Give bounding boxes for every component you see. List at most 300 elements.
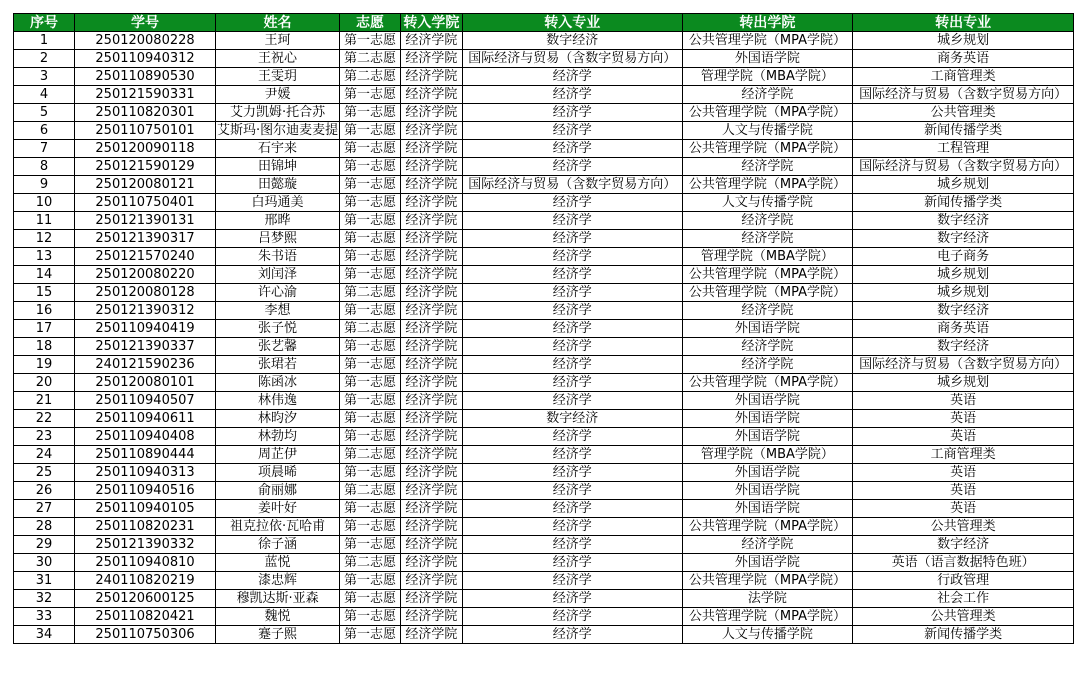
table-row: [14, 536, 1074, 554]
table-row: [14, 122, 1074, 140]
cell-from-major: 数字经济: [853, 302, 1074, 320]
cell-to-major: 经济学: [462, 572, 682, 590]
cell-student-id: 250110820421: [75, 608, 216, 626]
cell-index: 11: [14, 212, 75, 230]
cell-index: 4: [14, 86, 75, 104]
table-row: [14, 410, 1074, 428]
cell-to-school: 经济学院: [400, 338, 462, 356]
cell-from-major: 数字经济: [853, 230, 1074, 248]
cell-to-school: 经济学院: [400, 122, 462, 140]
cell-student-id: 250110940313: [75, 464, 216, 482]
cell-from-major: 英语: [853, 410, 1074, 428]
cell-index: 31: [14, 572, 75, 590]
cell-from-major: 电子商务: [853, 248, 1074, 266]
cell-student-id: 250120080128: [75, 284, 216, 302]
cell-preference: 第二志愿: [340, 446, 401, 464]
cell-from-major: 公共管理类: [853, 608, 1074, 626]
cell-index: 30: [14, 554, 75, 572]
cell-student-id: 250121390317: [75, 230, 216, 248]
cell-from-major: 公共管理类: [853, 104, 1074, 122]
cell-preference: 第一志愿: [340, 626, 401, 644]
cell-to-major: 经济学: [462, 284, 682, 302]
cell-to-major: 经济学: [462, 122, 682, 140]
cell-to-major: 经济学: [462, 482, 682, 500]
cell-index: 6: [14, 122, 75, 140]
table-row: [14, 86, 1074, 104]
table-row: [14, 104, 1074, 122]
cell-student-id: 250110820231: [75, 518, 216, 536]
cell-index: 21: [14, 392, 75, 410]
cell-name: 刘闰泽: [215, 266, 339, 284]
cell-preference: 第二志愿: [340, 68, 401, 86]
cell-name: 祖克拉依·瓦哈甫: [215, 518, 339, 536]
cell-index: 3: [14, 68, 75, 86]
table-row: [14, 572, 1074, 590]
cell-from-school: 公共管理学院（MPA学院）: [682, 608, 853, 626]
table-row: [14, 446, 1074, 464]
cell-from-major: 城乡规划: [853, 266, 1074, 284]
cell-from-school: 经济学院: [682, 230, 853, 248]
cell-name: 王雯玥: [215, 68, 339, 86]
cell-index: 15: [14, 284, 75, 302]
cell-preference: 第一志愿: [340, 518, 401, 536]
cell-from-major: 新闻传播学类: [853, 626, 1074, 644]
cell-to-major: 经济学: [462, 374, 682, 392]
cell-preference: 第一志愿: [340, 230, 401, 248]
table-row: [14, 194, 1074, 212]
cell-from-school: 外国语学院: [682, 464, 853, 482]
cell-to-school: 经济学院: [400, 212, 462, 230]
cell-student-id: 240121590236: [75, 356, 216, 374]
table-row: [14, 356, 1074, 374]
cell-from-school: 经济学院: [682, 86, 853, 104]
cell-index: 29: [14, 536, 75, 554]
cell-name: 张艺馨: [215, 338, 339, 356]
cell-to-major: 经济学: [462, 212, 682, 230]
cell-index: 32: [14, 590, 75, 608]
table-body: [14, 32, 1074, 644]
cell-to-school: 经济学院: [400, 572, 462, 590]
cell-from-major: 英语: [853, 464, 1074, 482]
cell-student-id: 250121390131: [75, 212, 216, 230]
cell-index: 7: [14, 140, 75, 158]
cell-index: 26: [14, 482, 75, 500]
cell-to-major: 经济学: [462, 554, 682, 572]
cell-to-major: 经济学: [462, 104, 682, 122]
table-row: [14, 158, 1074, 176]
col-header-from-school: 转出学院: [682, 14, 853, 32]
cell-name: 白玛通美: [215, 194, 339, 212]
cell-to-major: 经济学: [462, 518, 682, 536]
table-row: [14, 266, 1074, 284]
cell-name: 邢晔: [215, 212, 339, 230]
cell-preference: 第二志愿: [340, 320, 401, 338]
cell-to-school: 经济学院: [400, 374, 462, 392]
cell-student-id: 250110940419: [75, 320, 216, 338]
cell-preference: 第一志愿: [340, 572, 401, 590]
cell-index: 10: [14, 194, 75, 212]
cell-to-school: 经济学院: [400, 140, 462, 158]
cell-to-school: 经济学院: [400, 464, 462, 482]
cell-index: 14: [14, 266, 75, 284]
cell-from-major: 社会工作: [853, 590, 1074, 608]
cell-student-id: 250120090118: [75, 140, 216, 158]
table-row: [14, 464, 1074, 482]
cell-to-major: 经济学: [462, 500, 682, 518]
cell-from-major: 数字经济: [853, 338, 1074, 356]
cell-student-id: 250110750306: [75, 626, 216, 644]
cell-from-major: 国际经济与贸易（含数字贸易方向）: [853, 356, 1074, 374]
cell-index: 23: [14, 428, 75, 446]
table-row: [14, 518, 1074, 536]
cell-to-school: 经济学院: [400, 482, 462, 500]
cell-to-school: 经济学院: [400, 158, 462, 176]
table-row: [14, 320, 1074, 338]
cell-preference: 第一志愿: [340, 266, 401, 284]
cell-name: 张珺若: [215, 356, 339, 374]
table-row: [14, 230, 1074, 248]
cell-preference: 第一志愿: [340, 410, 401, 428]
table-row: [14, 50, 1074, 68]
cell-to-major: 数字经济: [462, 32, 682, 50]
cell-name: 漆忠辉: [215, 572, 339, 590]
cell-from-school: 外国语学院: [682, 554, 853, 572]
cell-preference: 第一志愿: [340, 104, 401, 122]
cell-to-major: 经济学: [462, 68, 682, 86]
cell-from-major: 国际经济与贸易（含数字贸易方向）: [853, 158, 1074, 176]
cell-to-major: 经济学: [462, 356, 682, 374]
cell-name: 项晨晞: [215, 464, 339, 482]
cell-to-school: 经济学院: [400, 176, 462, 194]
cell-preference: 第一志愿: [340, 140, 401, 158]
cell-from-school: 公共管理学院（MPA学院）: [682, 374, 853, 392]
cell-preference: 第一志愿: [340, 464, 401, 482]
cell-from-school: 经济学院: [682, 356, 853, 374]
cell-from-school: 外国语学院: [682, 428, 853, 446]
table-row: [14, 392, 1074, 410]
cell-from-major: 新闻传播学类: [853, 122, 1074, 140]
cell-preference: 第一志愿: [340, 212, 401, 230]
cell-to-school: 经济学院: [400, 446, 462, 464]
cell-to-school: 经济学院: [400, 104, 462, 122]
cell-name: 吕梦熙: [215, 230, 339, 248]
cell-preference: 第一志愿: [340, 608, 401, 626]
cell-from-school: 公共管理学院（MPA学院）: [682, 266, 853, 284]
cell-name: 王祝心: [215, 50, 339, 68]
cell-student-id: 250110940507: [75, 392, 216, 410]
cell-from-school: 经济学院: [682, 302, 853, 320]
cell-from-major: 城乡规划: [853, 374, 1074, 392]
cell-name: 陈函冰: [215, 374, 339, 392]
cell-name: 林伟逸: [215, 392, 339, 410]
cell-to-major: 经济学: [462, 86, 682, 104]
cell-to-major: 经济学: [462, 464, 682, 482]
cell-name: 林昀汐: [215, 410, 339, 428]
table-row: [14, 32, 1074, 50]
cell-name: 周芷伊: [215, 446, 339, 464]
table-row: [14, 212, 1074, 230]
cell-from-school: 法学院: [682, 590, 853, 608]
cell-to-school: 经济学院: [400, 68, 462, 86]
cell-preference: 第一志愿: [340, 86, 401, 104]
table-row: [14, 500, 1074, 518]
cell-from-major: 商务英语: [853, 50, 1074, 68]
cell-to-major: 国际经济与贸易（含数字贸易方向）: [462, 50, 682, 68]
cell-preference: 第一志愿: [340, 590, 401, 608]
cell-from-school: 经济学院: [682, 158, 853, 176]
cell-from-major: 城乡规划: [853, 176, 1074, 194]
cell-from-major: 工商管理类: [853, 68, 1074, 86]
cell-to-school: 经济学院: [400, 608, 462, 626]
cell-from-major: 数字经济: [853, 212, 1074, 230]
cell-to-major: 经济学: [462, 194, 682, 212]
table-row: [14, 626, 1074, 644]
cell-to-school: 经济学院: [400, 266, 462, 284]
cell-index: 19: [14, 356, 75, 374]
cell-name: 石宇来: [215, 140, 339, 158]
cell-to-major: 经济学: [462, 320, 682, 338]
cell-name: 尹媛: [215, 86, 339, 104]
cell-from-major: 英语: [853, 428, 1074, 446]
cell-from-school: 公共管理学院（MPA学院）: [682, 32, 853, 50]
cell-student-id: 250110890444: [75, 446, 216, 464]
cell-from-school: 人文与传播学院: [682, 122, 853, 140]
cell-student-id: 250110940408: [75, 428, 216, 446]
cell-student-id: 250110820301: [75, 104, 216, 122]
col-header-name: 姓名: [215, 14, 339, 32]
cell-name: 蓝悦: [215, 554, 339, 572]
cell-preference: 第二志愿: [340, 284, 401, 302]
cell-from-school: 外国语学院: [682, 500, 853, 518]
table-row: [14, 176, 1074, 194]
cell-index: 18: [14, 338, 75, 356]
cell-from-major: 商务英语: [853, 320, 1074, 338]
cell-preference: 第一志愿: [340, 302, 401, 320]
table-row: [14, 374, 1074, 392]
cell-from-major: 城乡规划: [853, 32, 1074, 50]
cell-to-school: 经济学院: [400, 392, 462, 410]
cell-from-school: 经济学院: [682, 536, 853, 554]
cell-from-school: 经济学院: [682, 338, 853, 356]
table-row: [14, 284, 1074, 302]
cell-index: 24: [14, 446, 75, 464]
cell-from-school: 公共管理学院（MPA学院）: [682, 572, 853, 590]
cell-from-school: 管理学院（MBA学院）: [682, 248, 853, 266]
cell-preference: 第一志愿: [340, 392, 401, 410]
cell-from-school: 外国语学院: [682, 410, 853, 428]
cell-preference: 第一志愿: [340, 122, 401, 140]
cell-name: 魏悦: [215, 608, 339, 626]
cell-from-major: 公共管理类: [853, 518, 1074, 536]
cell-to-major: 经济学: [462, 338, 682, 356]
cell-to-school: 经济学院: [400, 284, 462, 302]
cell-name: 姜叶好: [215, 500, 339, 518]
cell-from-school: 公共管理学院（MPA学院）: [682, 104, 853, 122]
cell-to-major: 经济学: [462, 428, 682, 446]
table-row: [14, 140, 1074, 158]
col-header-from-major: 转出专业: [853, 14, 1074, 32]
cell-name: 张子悦: [215, 320, 339, 338]
cell-preference: 第一志愿: [340, 194, 401, 212]
cell-to-major: 经济学: [462, 626, 682, 644]
cell-index: 12: [14, 230, 75, 248]
cell-to-school: 经济学院: [400, 32, 462, 50]
cell-student-id: 250121390337: [75, 338, 216, 356]
cell-to-major: 经济学: [462, 446, 682, 464]
cell-to-school: 经济学院: [400, 536, 462, 554]
cell-to-school: 经济学院: [400, 320, 462, 338]
cell-from-major: 工程管理: [853, 140, 1074, 158]
cell-student-id: 250110940312: [75, 50, 216, 68]
cell-index: 9: [14, 176, 75, 194]
cell-student-id: 250121590331: [75, 86, 216, 104]
cell-preference: 第一志愿: [340, 248, 401, 266]
cell-name: 田懿璇: [215, 176, 339, 194]
header-row: [14, 14, 1074, 32]
col-header-to-school: 转入学院: [400, 14, 462, 32]
cell-from-major: 英语: [853, 482, 1074, 500]
cell-to-major: 经济学: [462, 608, 682, 626]
cell-index: 20: [14, 374, 75, 392]
cell-student-id: 250110940810: [75, 554, 216, 572]
cell-to-major: 经济学: [462, 140, 682, 158]
cell-student-id: 250110940105: [75, 500, 216, 518]
cell-from-school: 人文与传播学院: [682, 626, 853, 644]
table-row: [14, 428, 1074, 446]
cell-to-school: 经济学院: [400, 194, 462, 212]
table-row: [14, 554, 1074, 572]
cell-index: 17: [14, 320, 75, 338]
cell-preference: 第一志愿: [340, 158, 401, 176]
cell-from-school: 外国语学院: [682, 482, 853, 500]
cell-to-school: 经济学院: [400, 230, 462, 248]
cell-to-school: 经济学院: [400, 302, 462, 320]
cell-from-major: 行政管理: [853, 572, 1074, 590]
table-row: [14, 608, 1074, 626]
cell-preference: 第一志愿: [340, 32, 401, 50]
cell-index: 2: [14, 50, 75, 68]
cell-name: 王珂: [215, 32, 339, 50]
cell-preference: 第一志愿: [340, 428, 401, 446]
cell-student-id: 250120080228: [75, 32, 216, 50]
table-row: [14, 590, 1074, 608]
table-row: [14, 248, 1074, 266]
cell-preference: 第一志愿: [340, 338, 401, 356]
cell-from-school: 经济学院: [682, 212, 853, 230]
cell-index: 27: [14, 500, 75, 518]
cell-to-major: 经济学: [462, 158, 682, 176]
cell-to-school: 经济学院: [400, 626, 462, 644]
cell-preference: 第二志愿: [340, 482, 401, 500]
cell-to-major: 经济学: [462, 392, 682, 410]
cell-index: 13: [14, 248, 75, 266]
cell-to-school: 经济学院: [400, 410, 462, 428]
cell-to-school: 经济学院: [400, 518, 462, 536]
table-row: [14, 302, 1074, 320]
cell-from-school: 公共管理学院（MPA学院）: [682, 140, 853, 158]
cell-name: 徐子涵: [215, 536, 339, 554]
cell-name: 蹇子熙: [215, 626, 339, 644]
cell-to-major: 数字经济: [462, 410, 682, 428]
cell-index: 22: [14, 410, 75, 428]
cell-index: 28: [14, 518, 75, 536]
cell-to-school: 经济学院: [400, 500, 462, 518]
cell-preference: 第一志愿: [340, 500, 401, 518]
cell-to-major: 国际经济与贸易（含数字贸易方向）: [462, 176, 682, 194]
cell-from-major: 英语（语言数据特色班）: [853, 554, 1074, 572]
cell-to-school: 经济学院: [400, 428, 462, 446]
cell-name: 艾力凯姆·托合苏: [215, 104, 339, 122]
transfer-table: [13, 13, 1074, 644]
cell-to-major: 经济学: [462, 266, 682, 284]
cell-to-major: 经济学: [462, 536, 682, 554]
cell-name: 李想: [215, 302, 339, 320]
cell-student-id: 250121590129: [75, 158, 216, 176]
cell-to-major: 经济学: [462, 230, 682, 248]
cell-student-id: 250110750101: [75, 122, 216, 140]
cell-from-major: 数字经济: [853, 536, 1074, 554]
cell-name: 许心渝: [215, 284, 339, 302]
cell-to-school: 经济学院: [400, 248, 462, 266]
table-row: [14, 338, 1074, 356]
cell-from-major: 英语: [853, 500, 1074, 518]
cell-from-major: 国际经济与贸易（含数字贸易方向）: [853, 86, 1074, 104]
cell-from-school: 外国语学院: [682, 392, 853, 410]
col-header-index: 序号: [14, 14, 75, 32]
cell-from-school: 外国语学院: [682, 50, 853, 68]
cell-from-school: 公共管理学院（MPA学院）: [682, 176, 853, 194]
cell-student-id: 250121390312: [75, 302, 216, 320]
cell-to-major: 经济学: [462, 248, 682, 266]
cell-student-id: 250121570240: [75, 248, 216, 266]
cell-student-id: 250110940611: [75, 410, 216, 428]
cell-index: 5: [14, 104, 75, 122]
cell-student-id: 250110890530: [75, 68, 216, 86]
cell-preference: 第一志愿: [340, 536, 401, 554]
cell-preference: 第二志愿: [340, 554, 401, 572]
cell-name: 朱书语: [215, 248, 339, 266]
cell-to-school: 经济学院: [400, 50, 462, 68]
cell-student-id: 250120600125: [75, 590, 216, 608]
cell-from-school: 管理学院（MBA学院）: [682, 446, 853, 464]
cell-index: 1: [14, 32, 75, 50]
cell-preference: 第一志愿: [340, 374, 401, 392]
cell-student-id: 250121390332: [75, 536, 216, 554]
cell-to-school: 经济学院: [400, 590, 462, 608]
cell-from-major: 城乡规划: [853, 284, 1074, 302]
cell-student-id: 250110750401: [75, 194, 216, 212]
table-row: [14, 68, 1074, 86]
cell-student-id: 240110820219: [75, 572, 216, 590]
cell-preference: 第一志愿: [340, 356, 401, 374]
cell-student-id: 250120080101: [75, 374, 216, 392]
cell-name: 俞丽娜: [215, 482, 339, 500]
cell-name: 田锦坤: [215, 158, 339, 176]
cell-name: 穆凯达斯·亚森: [215, 590, 339, 608]
col-header-preference: 志愿: [340, 14, 401, 32]
cell-index: 16: [14, 302, 75, 320]
cell-from-school: 管理学院（MBA学院）: [682, 68, 853, 86]
cell-from-school: 公共管理学院（MPA学院）: [682, 518, 853, 536]
cell-from-major: 英语: [853, 392, 1074, 410]
cell-preference: 第二志愿: [340, 50, 401, 68]
cell-student-id: 250120080220: [75, 266, 216, 284]
cell-index: 25: [14, 464, 75, 482]
cell-from-school: 外国语学院: [682, 320, 853, 338]
cell-student-id: 250110940516: [75, 482, 216, 500]
cell-index: 34: [14, 626, 75, 644]
col-header-student-id: 学号: [75, 14, 216, 32]
